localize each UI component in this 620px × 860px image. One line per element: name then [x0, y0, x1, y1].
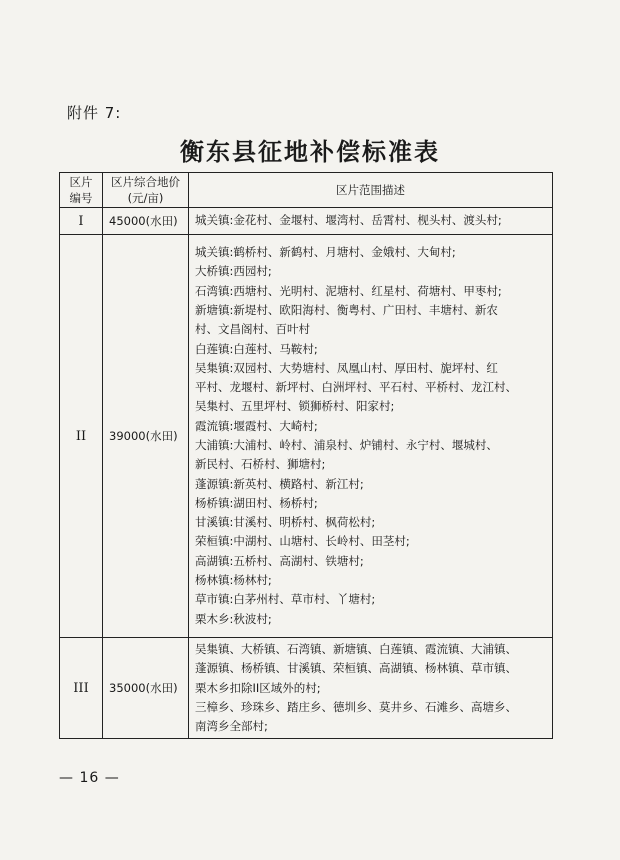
description-line: 南湾乡全部村;	[195, 719, 268, 734]
description-line: 新塘镇:新堤村、欧阳海村、衡粤村、广田村、丰塘村、新农	[195, 302, 498, 317]
description-line: 平村、龙堰村、新坪村、白洲坪村、平石村、平桥村、龙江村、	[195, 380, 517, 395]
description-line: 霞流镇:堰霞村、大崎村;	[195, 418, 318, 433]
header-price-line2: (元/亩)	[127, 191, 164, 205]
description-line: 大桥镇:西园村;	[195, 264, 272, 279]
header-code-line1: 区片	[69, 175, 93, 189]
page-title: 衡东县征地补偿标准表	[180, 137, 440, 166]
zone-price: 45000(水田)	[103, 208, 189, 235]
header-price-line1: 区片综合地价	[111, 175, 180, 189]
description-line: 吴集村、五里坪村、锁狮桥村、阳家村;	[195, 399, 395, 414]
description-line: 荣桓镇:中湖村、山塘村、长岭村、田茎村;	[195, 534, 410, 549]
description-line: 新民村、石桥村、狮塘村;	[195, 457, 326, 472]
description-line: 白莲镇:白莲村、马鞍村;	[195, 341, 318, 356]
header-price	[103, 173, 189, 208]
zone-code: I	[60, 208, 103, 235]
table-header-row	[60, 173, 553, 208]
description-line: 杨林镇:杨林村;	[195, 573, 272, 588]
table-row	[60, 235, 553, 638]
zone-price: 39000(水田)	[103, 235, 189, 638]
zone-description	[189, 208, 553, 235]
zone-description	[189, 638, 553, 739]
description-line: 吴集镇、大桥镇、石湾镇、新塘镇、白莲镇、霞流镇、大浦镇、	[195, 642, 517, 656]
description-line: 三樟乡、珍珠乡、踏庄乡、德圳乡、莫井乡、石滩乡、高塘乡、	[195, 699, 517, 714]
header-code-line2: 编号	[69, 191, 93, 205]
description-line: 石湾镇:西塘村、光明村、泥塘村、红星村、荷塘村、甲枣村;	[195, 283, 502, 298]
description-line: 蓬源镇:新英村、横路村、新江村;	[195, 476, 364, 491]
table-row	[60, 638, 553, 739]
description-line: 栗木乡:秋波村;	[195, 611, 272, 626]
compensation-table	[59, 172, 553, 739]
attachment-label: 附件 7:	[67, 104, 122, 122]
description-line: 城关镇:金花村、金堰村、堰湾村、岳霄村、枧头村、渡头村;	[195, 213, 502, 228]
description-line: 城关镇:鹤桥村、新鹤村、月塘村、金娥村、大甸村;	[195, 245, 456, 260]
header-code	[60, 173, 103, 208]
description-line: 甘溪镇:甘溪村、明桥村、枫荷松村;	[195, 515, 376, 530]
zone-price: 35000(水田)	[103, 638, 189, 739]
description-line: 杨桥镇:湖田村、杨桥村;	[195, 495, 318, 510]
table-row	[60, 208, 553, 235]
header-desc: 区片范围描述	[189, 173, 553, 208]
zone-code: III	[60, 638, 103, 739]
description-line: 高湖镇:五桥村、高湖村、铁塘村;	[195, 553, 364, 568]
description-line: 蓬源镇、杨桥镇、甘溪镇、荣桓镇、高湖镇、杨林镇、草市镇、	[195, 661, 517, 676]
page-number: — 16 —	[59, 770, 120, 786]
description-line: 栗木乡扣除II区域外的村;	[195, 680, 321, 695]
description-line: 草市镇:白茅州村、草市村、丫塘村;	[195, 592, 376, 607]
description-line: 吴集镇:双园村、大势塘村、凤凰山村、厚田村、旎坪村、红	[195, 360, 498, 375]
description-line: 村、文昌阁村、百叶村	[195, 322, 310, 337]
zone-description	[189, 235, 553, 638]
zone-code: II	[60, 235, 103, 638]
description-line: 大浦镇:大浦村、岭村、浦泉村、炉铺村、永宁村、堰城村、	[195, 438, 498, 452]
